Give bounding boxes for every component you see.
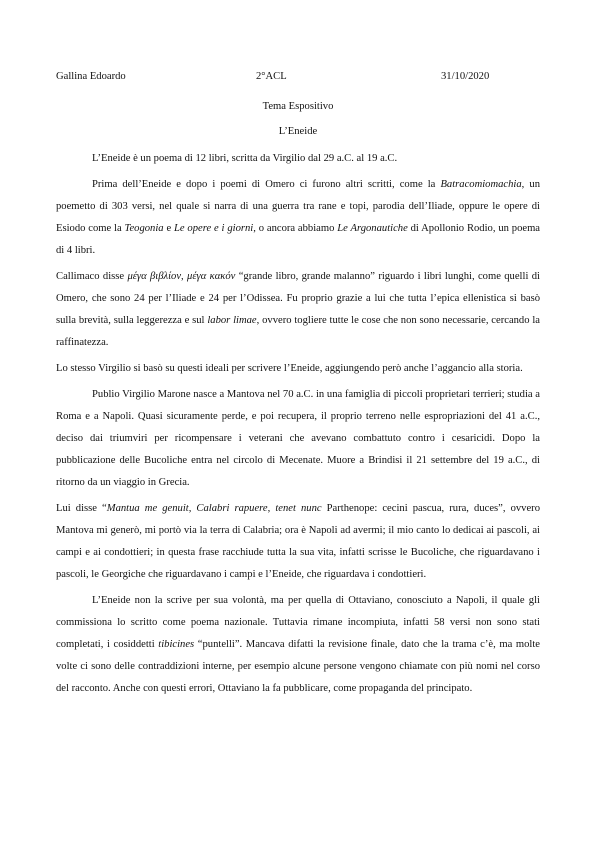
- text-run: , un poemetto di 303 versi, nel quale si narra di una guerra tra rane e topi, parodia dell’Iliade, oppure le opere di Esiodo come la: [56, 179, 540, 234]
- text-run: “puntelli”. Mancava difatti la revisione finale, dato che la trama c’è, ma molte volte ci sono delle contraddizioni interne, per esempio alcune persone vengono chiamate con più nomi nel corso del racconto. Anche con questi errori, Ottaviano la fa pubblicare, come propaganda del principato.: [56, 639, 540, 694]
- paragraph-3: [56, 266, 540, 354]
- italic-text: labor limae: [207, 315, 257, 326]
- text-run: Publio Virgilio Marone nasce a Mantova nel 70 a.C. in una famiglia di piccoli proprietari terrieri; studia a Roma e a Napoli. Quasi sicuramente perde, e poi recupera, il proprio terreno nelle espropriazioni del 41 a.C., deciso dai triumviri per ricompensare i veterani che avevano combattuto contro i cesaricidi. Dopo la pubblicazione delle Bucoliche entra nel circolo di Mecenate. Muore a Brindisi il 21 settembre del 19 a.C., di ritorno da un viaggio in Grecia.: [56, 389, 540, 488]
- italic-text: Le Argonautiche: [337, 223, 408, 234]
- italic-text: tibicines: [158, 639, 195, 650]
- italic-text: Teogonia: [124, 223, 164, 234]
- class-label: 2°ACL: [256, 71, 287, 82]
- text-run: L’Eneide non la scrive per sua volontà, ma per quella di Ottaviano, conosciuto a Napoli, il quale gli commissiona lo scritto come poema nazionale. Tuttavia rimane incompiuta, infatti 58 versi non sono stati completati, i cosiddetti: [56, 595, 540, 650]
- text-run: di Apollonio Rodio, un poema di 4 libri.: [56, 223, 541, 256]
- text-run: , ovvero togliere tutte le cose che non sono necessarie, cercando la raffinatezza.: [56, 315, 540, 348]
- text-run: Lo stesso Virgilio si basò su questi ideali per scrivere l’Eneide, aggiungendo però anche l’aggancio alla storia.: [56, 363, 523, 374]
- paragraph-5: [56, 384, 540, 494]
- text-run: , o ancora abbiamo: [253, 223, 338, 234]
- italic-text: Mantua me genuit, Calabri rapuere, tenet nunc: [106, 503, 322, 514]
- text-run: Prima dell’Eneide e dopo i poemi di Omero ci furono altri scritti, come la: [92, 179, 441, 190]
- text-run: Parthenope: cecini pascua, rura, duces”, ovvero Mantova mi generò, mi portò via la terra di Calabria; ora è Napoli ad avermi; il mio canto lo dedicai ai pascoli, ai campi e ai condottieri; in questa frase racchiude tutta la sua vita, infatti scrisse le Bucoliche, che riguardavano i pascoli, le Georgiche che riguardavano i campi e l’Eneide, che riguardava i condottieri.: [56, 503, 540, 580]
- document-date: 31/10/2020: [441, 71, 490, 82]
- italic-text: Le opere e i giorni: [174, 223, 254, 234]
- essay-body: [56, 148, 540, 704]
- paragraph-7: [56, 590, 540, 700]
- text-run: “grande libro, grande malanno” riguardo i libri lunghi, come quelli di Omero, che sono 24 per l’Iliade e 24 per l’Odissea. Fu proprio grazie a lui che tutta l’epica ellenistica si basò sulla brevità, sulla leggerezza e sul: [56, 271, 540, 326]
- author-name: Gallina Edoardo: [56, 71, 126, 82]
- paragraph-2: [56, 174, 540, 262]
- paragraph-1: [56, 148, 540, 170]
- paragraph-4: [56, 358, 540, 380]
- document-subtitle: L’Eneide: [278, 126, 318, 137]
- text-run: e: [163, 223, 174, 234]
- paragraph-6: [56, 498, 540, 586]
- text-run: L’Eneide è un poema di 12 libri, scritta da Virgilio dal 29 a.C. al 19 a.C.: [92, 153, 398, 164]
- italic-text: Batracomiomachia: [440, 179, 522, 190]
- text-run: Callimaco disse: [56, 271, 128, 282]
- italic-text: μέγα βιβλίον, μέγα κακόν: [127, 271, 236, 282]
- document-header: [0, 66, 596, 88]
- document-title: Tema Espositivo: [262, 101, 334, 112]
- text-run: Lui disse “: [56, 503, 107, 514]
